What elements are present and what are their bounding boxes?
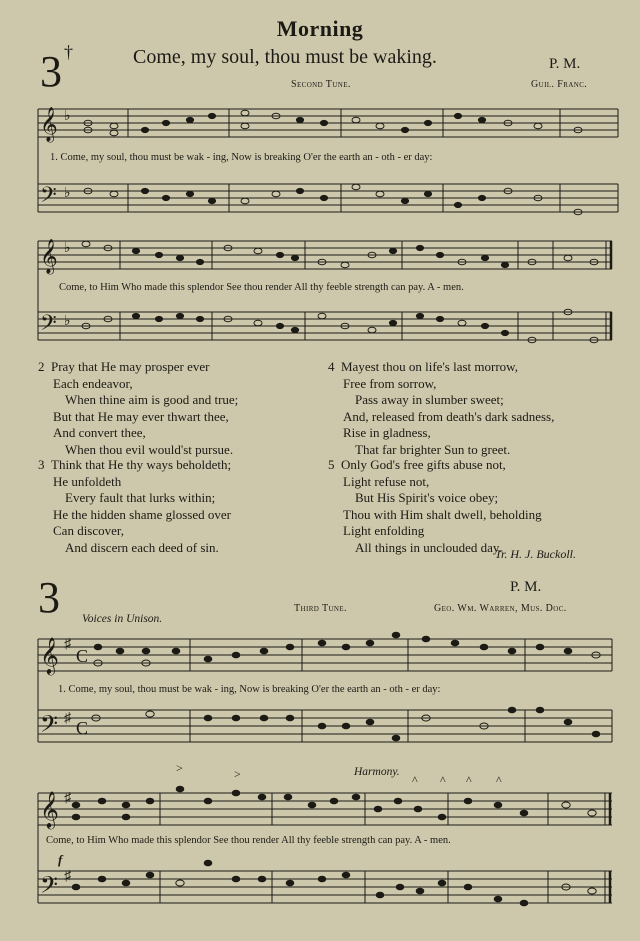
common-time: C <box>76 646 89 666</box>
treble-clef: 𝄞 <box>40 108 58 141</box>
key-flat: ♭ <box>64 314 71 329</box>
system-b2 <box>38 761 612 906</box>
common-time: C <box>76 718 89 738</box>
accents <box>176 761 502 787</box>
key-flat: ♭ <box>64 109 71 124</box>
lyric-line-a1: 1. Come, my soul, thou must be wak - ing, Now is breaking O'er the earth an - oth - er day: <box>50 152 433 163</box>
svg-text:^: ^ <box>466 773 472 787</box>
bass-clef: 𝄢 <box>40 311 57 340</box>
tune-label-b: Third Tune. <box>294 603 347 614</box>
page-heading: Morning <box>276 16 364 41</box>
lyric-line-b1: 1. Come, my soul, thou must be wak - ing, Now is breaking O'er the earth an - oth - er day: <box>58 684 441 695</box>
bass-clef: 𝄢 <box>40 873 59 904</box>
meter-b: P. M. <box>510 579 542 595</box>
direction-unison: Voices in Unison. <box>82 613 163 625</box>
key-flat: ♭ <box>64 241 71 256</box>
notes <box>72 786 596 906</box>
hymn-first-line: Come, my soul, thou must be waking. <box>133 46 437 68</box>
bass-staff <box>38 871 612 903</box>
verse-5: 5 Only God's free gifts abuse not, Light refuse not, But His Spirit's voice obey; Thou with Him shalt dwell, beholding Light enfolding All things in unclouded day. <box>328 457 542 555</box>
dagger-mark: † <box>64 42 73 62</box>
verse-2: 2 Pray that He may prosper ever Each endeavor, When thine aim is good and true; But that He may ever thwart thee, And convert thee, When thou evil would'st pursue. <box>38 359 239 457</box>
svg-text:^: ^ <box>496 773 502 787</box>
key-sharp: ♯ <box>64 711 71 726</box>
tune-label-a: Second Tune. <box>291 79 351 90</box>
translator-credit: Tr. H. J. Buckoll. <box>495 547 576 561</box>
composer-b: Geo. Wm. Warren, Mus. Doc. <box>434 603 567 614</box>
direction-harmony: Harmony. <box>354 766 400 778</box>
svg-text:>: > <box>234 767 241 781</box>
verse-number: 5 <box>328 457 335 472</box>
treble-clef: 𝄞 <box>40 637 59 673</box>
treble-clef: 𝄞 <box>40 791 59 827</box>
treble-staff <box>38 793 612 825</box>
bass-staff <box>38 312 612 340</box>
hymn-number-a: 3 <box>40 47 62 96</box>
verse-4: 4 Mayest thou on life's last morrow, Free from sorrow, Pass away in slumber sweet; And, released from death's dark sadness, Rise in gladness, That far brighter Sun to greet. <box>328 359 555 457</box>
barlines <box>38 793 610 903</box>
composer-a: Guil. Franc. <box>531 79 588 90</box>
bass-clef: 𝄢 <box>40 183 57 212</box>
svg-text:^: ^ <box>440 773 446 787</box>
verse-3: 3 Think that He thy ways beholdeth; He unfoldeth Every fault that lurks within; He the hidden shame glossed over Can discover, And discern each deed of sin. <box>38 457 232 555</box>
key-sharp: ♯ <box>64 869 71 884</box>
svg-text:>: > <box>176 761 183 775</box>
key-sharp: ♯ <box>64 791 71 806</box>
treble-staff <box>38 241 612 269</box>
hymn-number-b: 3 <box>38 573 60 622</box>
dynamic-forte: f <box>58 852 63 867</box>
verse-number: 2 <box>38 359 45 374</box>
lyric-line-a2: Come, to Him Who made this splendor See thou render All thy feeble strength can pay. A - men. <box>59 282 464 293</box>
verse-number: 4 <box>328 359 335 374</box>
verse-number: 3 <box>38 457 45 472</box>
lyric-line-b2: Come, to Him Who made this splendor See thou render All thy feeble strength can pay. A - men. <box>46 835 451 846</box>
meter-a: P. M. <box>549 56 581 72</box>
key-sharp: ♯ <box>64 637 71 652</box>
bass-clef: 𝄢 <box>40 712 59 743</box>
treble-clef: 𝄞 <box>40 240 58 273</box>
svg-text:^: ^ <box>412 773 418 787</box>
key-flat: ♭ <box>64 186 71 201</box>
